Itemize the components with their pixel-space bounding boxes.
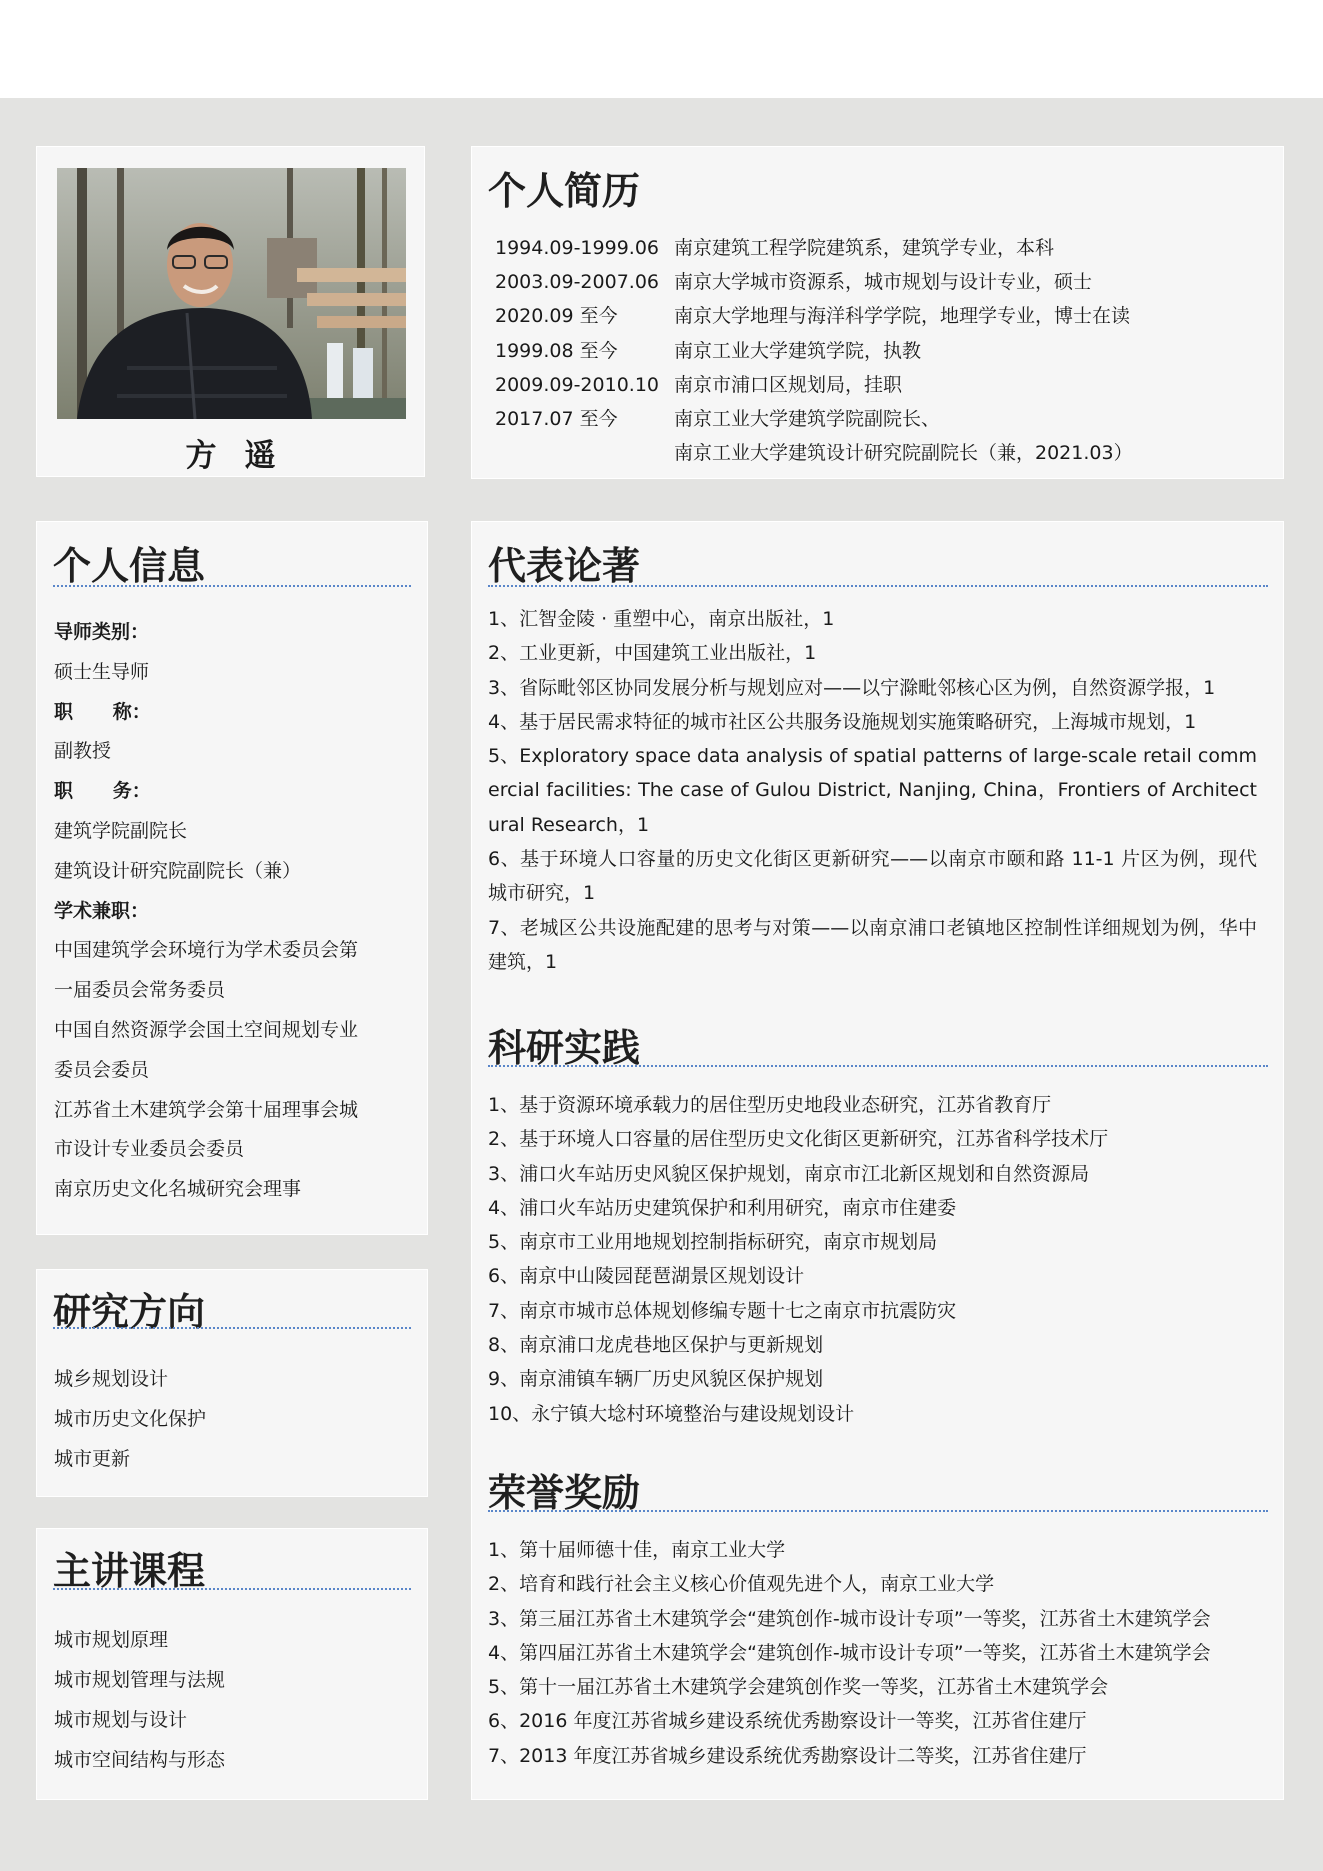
awards-title: 荣誉奖励 <box>488 1471 641 1515</box>
resume-card <box>471 146 1284 479</box>
person-name: 方遥 <box>185 438 304 474</box>
info-value: 委员会委员 <box>54 1058 150 1081</box>
projects-list <box>488 1088 1278 1431</box>
info-value: 南京历史文化名城研究会理事 <box>54 1178 302 1201</box>
awards-list <box>488 1533 1278 1773</box>
info-value: 江苏省土木建筑学会第十届理事会城 <box>54 1098 359 1121</box>
resume-date <box>495 436 674 470</box>
list-item: 1、第十届师德十佳，南京工业大学 <box>488 1539 786 1561</box>
list-item: 2、基于环境人口容量的居住型历史文化街区更新研究，江苏省科学技术厅 <box>488 1128 1109 1151</box>
list-item: 城市规划原理 <box>54 1629 169 1651</box>
info-value: 副教授 <box>54 740 112 763</box>
info-value: 中国自然资源学会国土空间规划专业 <box>54 1018 359 1041</box>
info-card <box>36 521 428 1235</box>
courses-card <box>36 1528 428 1800</box>
resume-date: 1994.09-1999.06 <box>495 237 659 259</box>
list-item: 5、南京市工业用地规划控制指标研究，南京市规划局 <box>488 1231 938 1254</box>
info-value: 一届委员会常务委员 <box>54 979 226 1002</box>
list-item: 2、培育和践行社会主义核心价值观先进个人，南京工业大学 <box>488 1573 995 1596</box>
works-title: 代表论著 <box>488 544 641 588</box>
resume-text: 南京大学地理与海洋科学学院，地理学专业，博士在读 <box>674 305 1131 328</box>
list-item: 1、基于资源环境承载力的居住型历史地段业态研究，江苏省教育厅 <box>488 1094 1052 1116</box>
list-item: 3、浦口火车站历史风貌区保护规划，南京市江北新区规划和自然资源局 <box>488 1162 1090 1185</box>
list-item: 3、第三届江苏省土木建筑学会“建筑创作-城市设计专项”一等奖，江苏省土木建筑学会 <box>488 1607 1211 1630</box>
list-item: 5、Exploratory space data analysis of spatial patterns of large-scale retail commercial facilities: The case of Gulou District, Nanjing, China，Frontiers of Architectural Research，1 <box>488 745 1257 836</box>
list-item: 6、2016 年度江苏省城乡建设系统优秀勘察设计一等奖，江苏省住建厅 <box>488 1710 1087 1733</box>
info-value: 硕士生导师 <box>54 660 150 683</box>
list-item: 城市规划管理与法规 <box>54 1669 226 1691</box>
info-value: 市设计专业委员会委员 <box>54 1138 245 1161</box>
list-item: 10、永宁镇大埝村环境整治与建设规划设计 <box>488 1402 855 1425</box>
list-item: 城市更新 <box>54 1448 131 1470</box>
section-divider <box>53 1588 411 1590</box>
resume-row <box>495 231 1275 265</box>
portrait-photo <box>57 168 406 419</box>
info-value: 建筑设计研究院副院长（兼） <box>54 859 302 882</box>
info-list <box>54 613 404 1210</box>
resume-text: 南京建筑工程学院建筑系，建筑学专业，本科 <box>674 237 1055 259</box>
section-divider <box>488 1510 1268 1512</box>
resume-row <box>495 265 1275 299</box>
info-value: 建筑学院副院长 <box>54 819 188 842</box>
projects-title: 科研实践 <box>488 1026 641 1070</box>
resume-list <box>495 231 1275 470</box>
list-item: 5、第十一届江苏省土木建筑学会建筑创作奖一等奖，江苏省土木建筑学会 <box>488 1676 1109 1699</box>
section-divider <box>53 585 411 587</box>
list-item: 城市历史文化保护 <box>54 1408 207 1430</box>
resume-date: 2020.09 至今 <box>495 305 618 328</box>
research-title: 研究方向 <box>53 1290 206 1334</box>
resume-row <box>495 334 1275 368</box>
list-item: 4、第四届江苏省土木建筑学会“建筑创作-城市设计专项”一等奖，江苏省土木建筑学会 <box>488 1641 1211 1664</box>
courses-title: 主讲课程 <box>53 1549 206 1593</box>
list-item: 7、老城区公共设施配建的思考与对策——以南京浦口老镇地区控制性详细规划为例，华中建筑，1 <box>488 916 1257 973</box>
list-item: 7、2013 年度江苏省城乡建设系统优秀勘察设计二等奖，江苏省住建厅 <box>488 1744 1087 1767</box>
list-item: 3、省际毗邻区协同发展分析与规划应对——以宁滁毗邻核心区为例，自然资源学报，1 <box>488 676 1216 699</box>
works-card <box>471 521 1284 1800</box>
resume-date: 2009.09-2010.10 <box>495 373 659 396</box>
courses-list <box>54 1620 404 1780</box>
section-divider <box>488 1065 1268 1067</box>
resume-text: 南京工业大学建筑设计研究院副院长（兼，2021.03） <box>674 442 1133 465</box>
resume-date: 2003.09-2007.06 <box>495 271 659 294</box>
resume-text: 南京工业大学建筑学院，执教 <box>674 339 922 362</box>
resume-row <box>495 402 1275 436</box>
list-item: 城乡规划设计 <box>54 1368 169 1390</box>
resume-text: 南京市浦口区规划局，挂职 <box>674 373 903 396</box>
section-divider <box>53 1327 411 1329</box>
profile-card <box>36 146 425 477</box>
list-item: 2、工业更新，中国建筑工业出版社，1 <box>488 642 817 665</box>
list-item: 4、基于居民需求特征的城市社区公共服务设施规划实施策略研究，上海城市规划，1 <box>488 710 1197 733</box>
list-item: 7、南京市城市总体规划修编专题十七之南京市抗震防灾 <box>488 1299 957 1322</box>
list-item: 城市规划与设计 <box>54 1709 188 1731</box>
info-label: 职 称： <box>54 700 151 723</box>
resume-title: 个人简历 <box>488 169 641 213</box>
list-item: 1、汇智金陵 · 重塑中心，南京出版社，1 <box>488 608 835 630</box>
list-item: 6、南京中山陵园琵琶湖景区规划设计 <box>488 1265 805 1288</box>
info-value: 中国建筑学会环境行为学术委员会第 <box>54 939 359 962</box>
list-item: 4、浦口火车站历史建筑保护和利用研究，南京市住建委 <box>488 1196 957 1219</box>
info-label: 职 务： <box>54 780 151 803</box>
info-title: 个人信息 <box>53 544 206 588</box>
portrait-illustration <box>57 168 406 419</box>
resume-row <box>495 299 1275 333</box>
list-item: 城市空间结构与形态 <box>54 1749 226 1771</box>
resume-date: 2017.07 至今 <box>495 407 618 430</box>
resume-text: 南京工业大学建筑学院副院长、 <box>674 407 941 430</box>
list-item: 9、南京浦镇车辆厂历史风貌区保护规划 <box>488 1368 824 1391</box>
resume-date: 1999.08 至今 <box>495 339 618 362</box>
list-item: 6、基于环境人口容量的历史文化街区更新研究——以南京市颐和路 11-1 片区为例，现代城市研究，1 <box>488 848 1257 905</box>
info-label: 导师类别： <box>54 621 150 643</box>
resume-text: 南京大学城市资源系，城市规划与设计专业，硕士 <box>674 271 1093 294</box>
resume-row <box>495 368 1275 402</box>
works-list <box>488 602 1257 979</box>
list-item: 8、南京浦口龙虎巷地区保护与更新规划 <box>488 1334 824 1357</box>
section-divider <box>488 585 1268 587</box>
research-list <box>54 1359 404 1479</box>
resume-row <box>495 436 1275 470</box>
info-label: 学术兼职： <box>54 899 150 922</box>
research-card <box>36 1269 428 1497</box>
